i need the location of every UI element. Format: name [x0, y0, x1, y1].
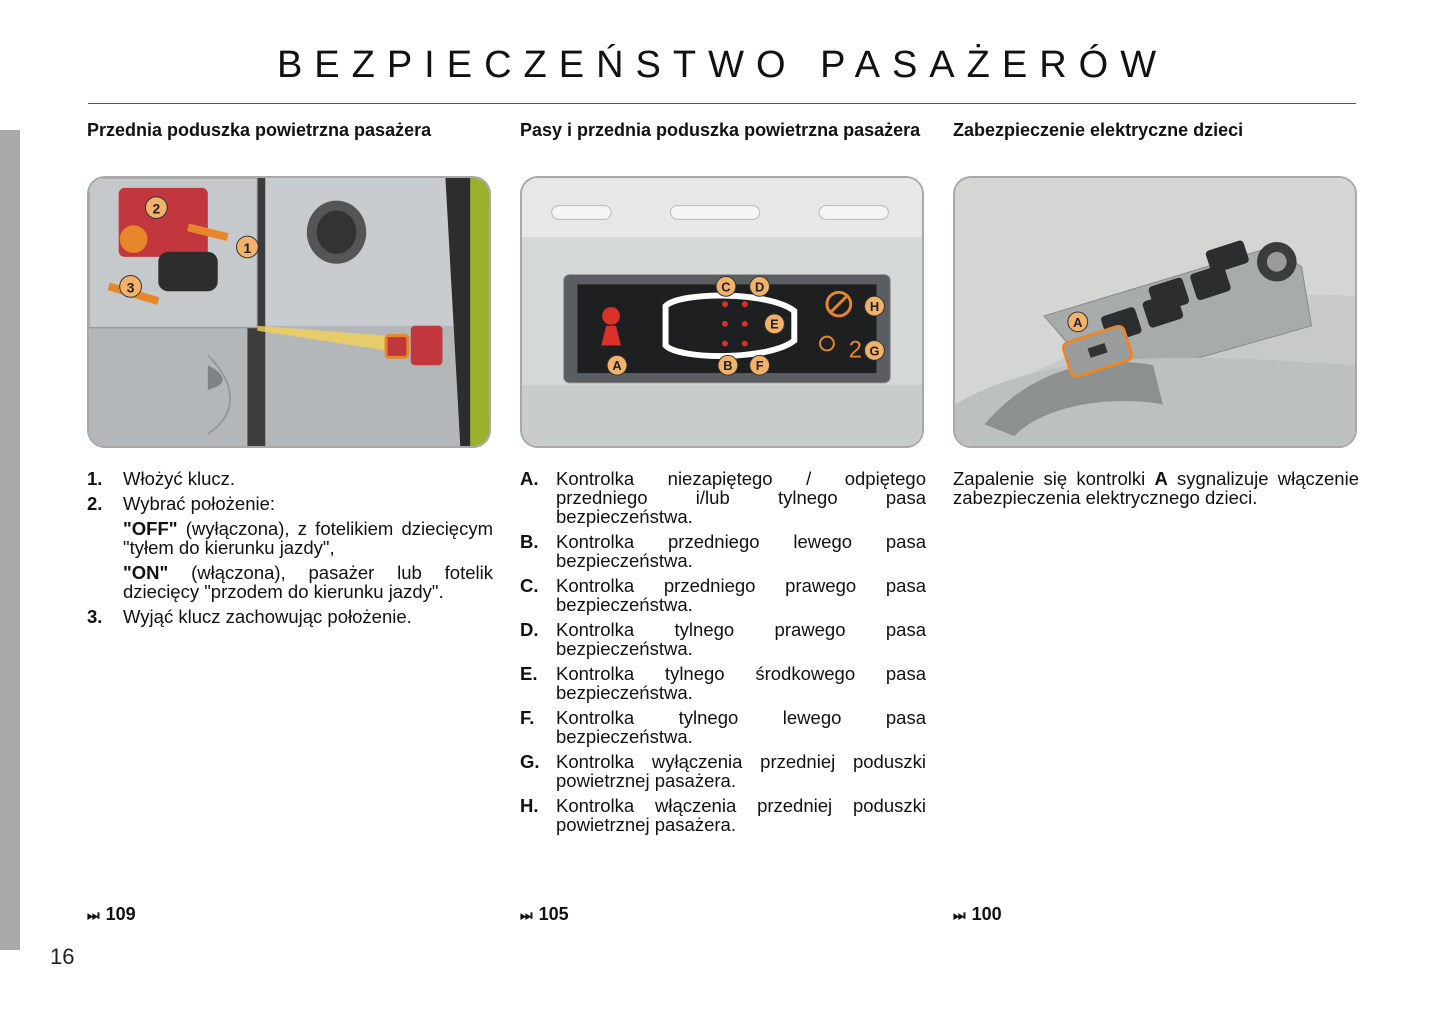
- item-number: 3.: [87, 606, 103, 627]
- callout-B: B: [723, 358, 733, 374]
- list-item: [520, 620, 926, 658]
- item-text: Kontrolka tylnego prawego pasa bezpieczeństwa.: [556, 619, 926, 659]
- callout-3: 3: [126, 279, 135, 296]
- indicator-list: [520, 469, 926, 840]
- item-letter: C.: [520, 575, 539, 596]
- item-letter: D.: [520, 619, 539, 640]
- callout-2: 2: [152, 200, 161, 217]
- callout-D: D: [754, 279, 765, 295]
- item-text: Kontrolka przedniego lewego pasa bezpieczeństwa.: [556, 531, 926, 571]
- off-label: "OFF": [123, 518, 178, 539]
- page-reference[interactable]: [953, 904, 1002, 925]
- column-seatbelts: [520, 120, 926, 924]
- column-child-lock: [953, 120, 1359, 924]
- xref-page: 100: [971, 904, 1002, 924]
- text-before: Zapalenie się kontrolki: [953, 468, 1155, 489]
- list-item: [87, 469, 493, 488]
- item-letter: H.: [520, 795, 539, 816]
- column-airbag: [87, 120, 493, 924]
- svg-text:2: 2: [848, 337, 862, 364]
- fast-forward-icon: ⏭: [953, 907, 966, 923]
- xref-page: 109: [105, 904, 136, 924]
- page-title: BEZPIECZEŃSTWO PASAŻERÓW: [276, 44, 1169, 86]
- text-bold: A: [1154, 468, 1168, 489]
- callout-H: H: [869, 299, 880, 315]
- callout-C: C: [721, 279, 731, 295]
- text-after: sygnalizuje włączenie zabezpieczenia elektrycznego dzieci.: [953, 468, 1359, 508]
- xref-page: 105: [538, 904, 569, 924]
- fast-forward-icon: ⏭: [87, 907, 100, 923]
- page-number: 16: [50, 944, 75, 969]
- item-text: Kontrolka niezapiętego / odpiętego przedniego i/lub tylnego pasa bezpieczeństwa.: [556, 468, 926, 527]
- item-letter: G.: [520, 751, 540, 772]
- section-heading: Pasy i przednia poduszka powietrzna pasażera: [520, 120, 921, 140]
- list-item: [87, 607, 493, 626]
- item-letter: A.: [520, 468, 539, 489]
- callout-G: G: [869, 343, 880, 359]
- page-reference[interactable]: [87, 904, 136, 925]
- item-number: 2.: [87, 493, 103, 514]
- callout-A: A: [612, 358, 622, 374]
- list-item: [520, 576, 926, 614]
- section-heading: Zabezpieczenie elektryczne dzieci: [953, 120, 1244, 140]
- page-reference[interactable]: [520, 904, 569, 925]
- figure-window-controls: [953, 176, 1357, 448]
- list-item: [87, 494, 493, 513]
- list-item: [520, 708, 926, 746]
- item-text: Kontrolka wyłączenia przedniej poduszki powietrznej pasażera.: [556, 751, 926, 791]
- item-text: Włożyć klucz.: [123, 468, 236, 489]
- list-item: [520, 664, 926, 702]
- item-text: Kontrolka przedniego prawego pasa bezpieczeństwa.: [556, 575, 926, 615]
- item-text: Wybrać położenie:: [123, 493, 276, 514]
- description-paragraph: [953, 469, 1359, 507]
- title-rule: [88, 103, 1356, 104]
- fast-forward-icon: ⏭: [520, 907, 533, 923]
- list-item: [520, 469, 926, 526]
- item-letter: B.: [520, 531, 539, 552]
- item-letter: E.: [520, 663, 538, 684]
- sidebar-bar: [0, 130, 20, 950]
- item-number: 1.: [87, 468, 103, 489]
- list-item: [520, 796, 926, 834]
- callout-F: F: [755, 358, 764, 374]
- section-heading: Przednia poduszka powietrzna pasażera: [87, 120, 432, 140]
- callout-E: E: [770, 316, 779, 332]
- item-text: Kontrolka włączenia przedniej poduszki powietrznej pasażera.: [556, 795, 926, 835]
- item-letter: F.: [520, 707, 535, 728]
- instructions-list: [87, 469, 493, 632]
- list-item: [520, 752, 926, 790]
- option-on: [87, 563, 493, 601]
- item-text: Kontrolka tylnego środkowego pasa bezpieczeństwa.: [556, 663, 926, 703]
- item-text: Kontrolka tylnego lewego pasa bezpieczeństwa.: [556, 707, 926, 747]
- child-lock-description: [953, 469, 1359, 507]
- on-text: (włączona), pasażer lub fotelik dziecięcy "przodem do kierunku jazdy".: [123, 562, 493, 602]
- figure-airbag-key-switch: [87, 176, 491, 448]
- item-text: Wyjąć klucz zachowując położenie.: [123, 606, 412, 627]
- figure-seatbelt-display: [520, 176, 924, 448]
- callout-A: A: [1073, 314, 1083, 330]
- list-item: [520, 532, 926, 570]
- callout-1: 1: [243, 239, 252, 256]
- on-label: "ON": [123, 562, 169, 583]
- option-off: [87, 519, 493, 557]
- off-text: (wyłączona), z fotelikiem dziecięcym "tyłem do kierunku jazdy",: [123, 518, 493, 558]
